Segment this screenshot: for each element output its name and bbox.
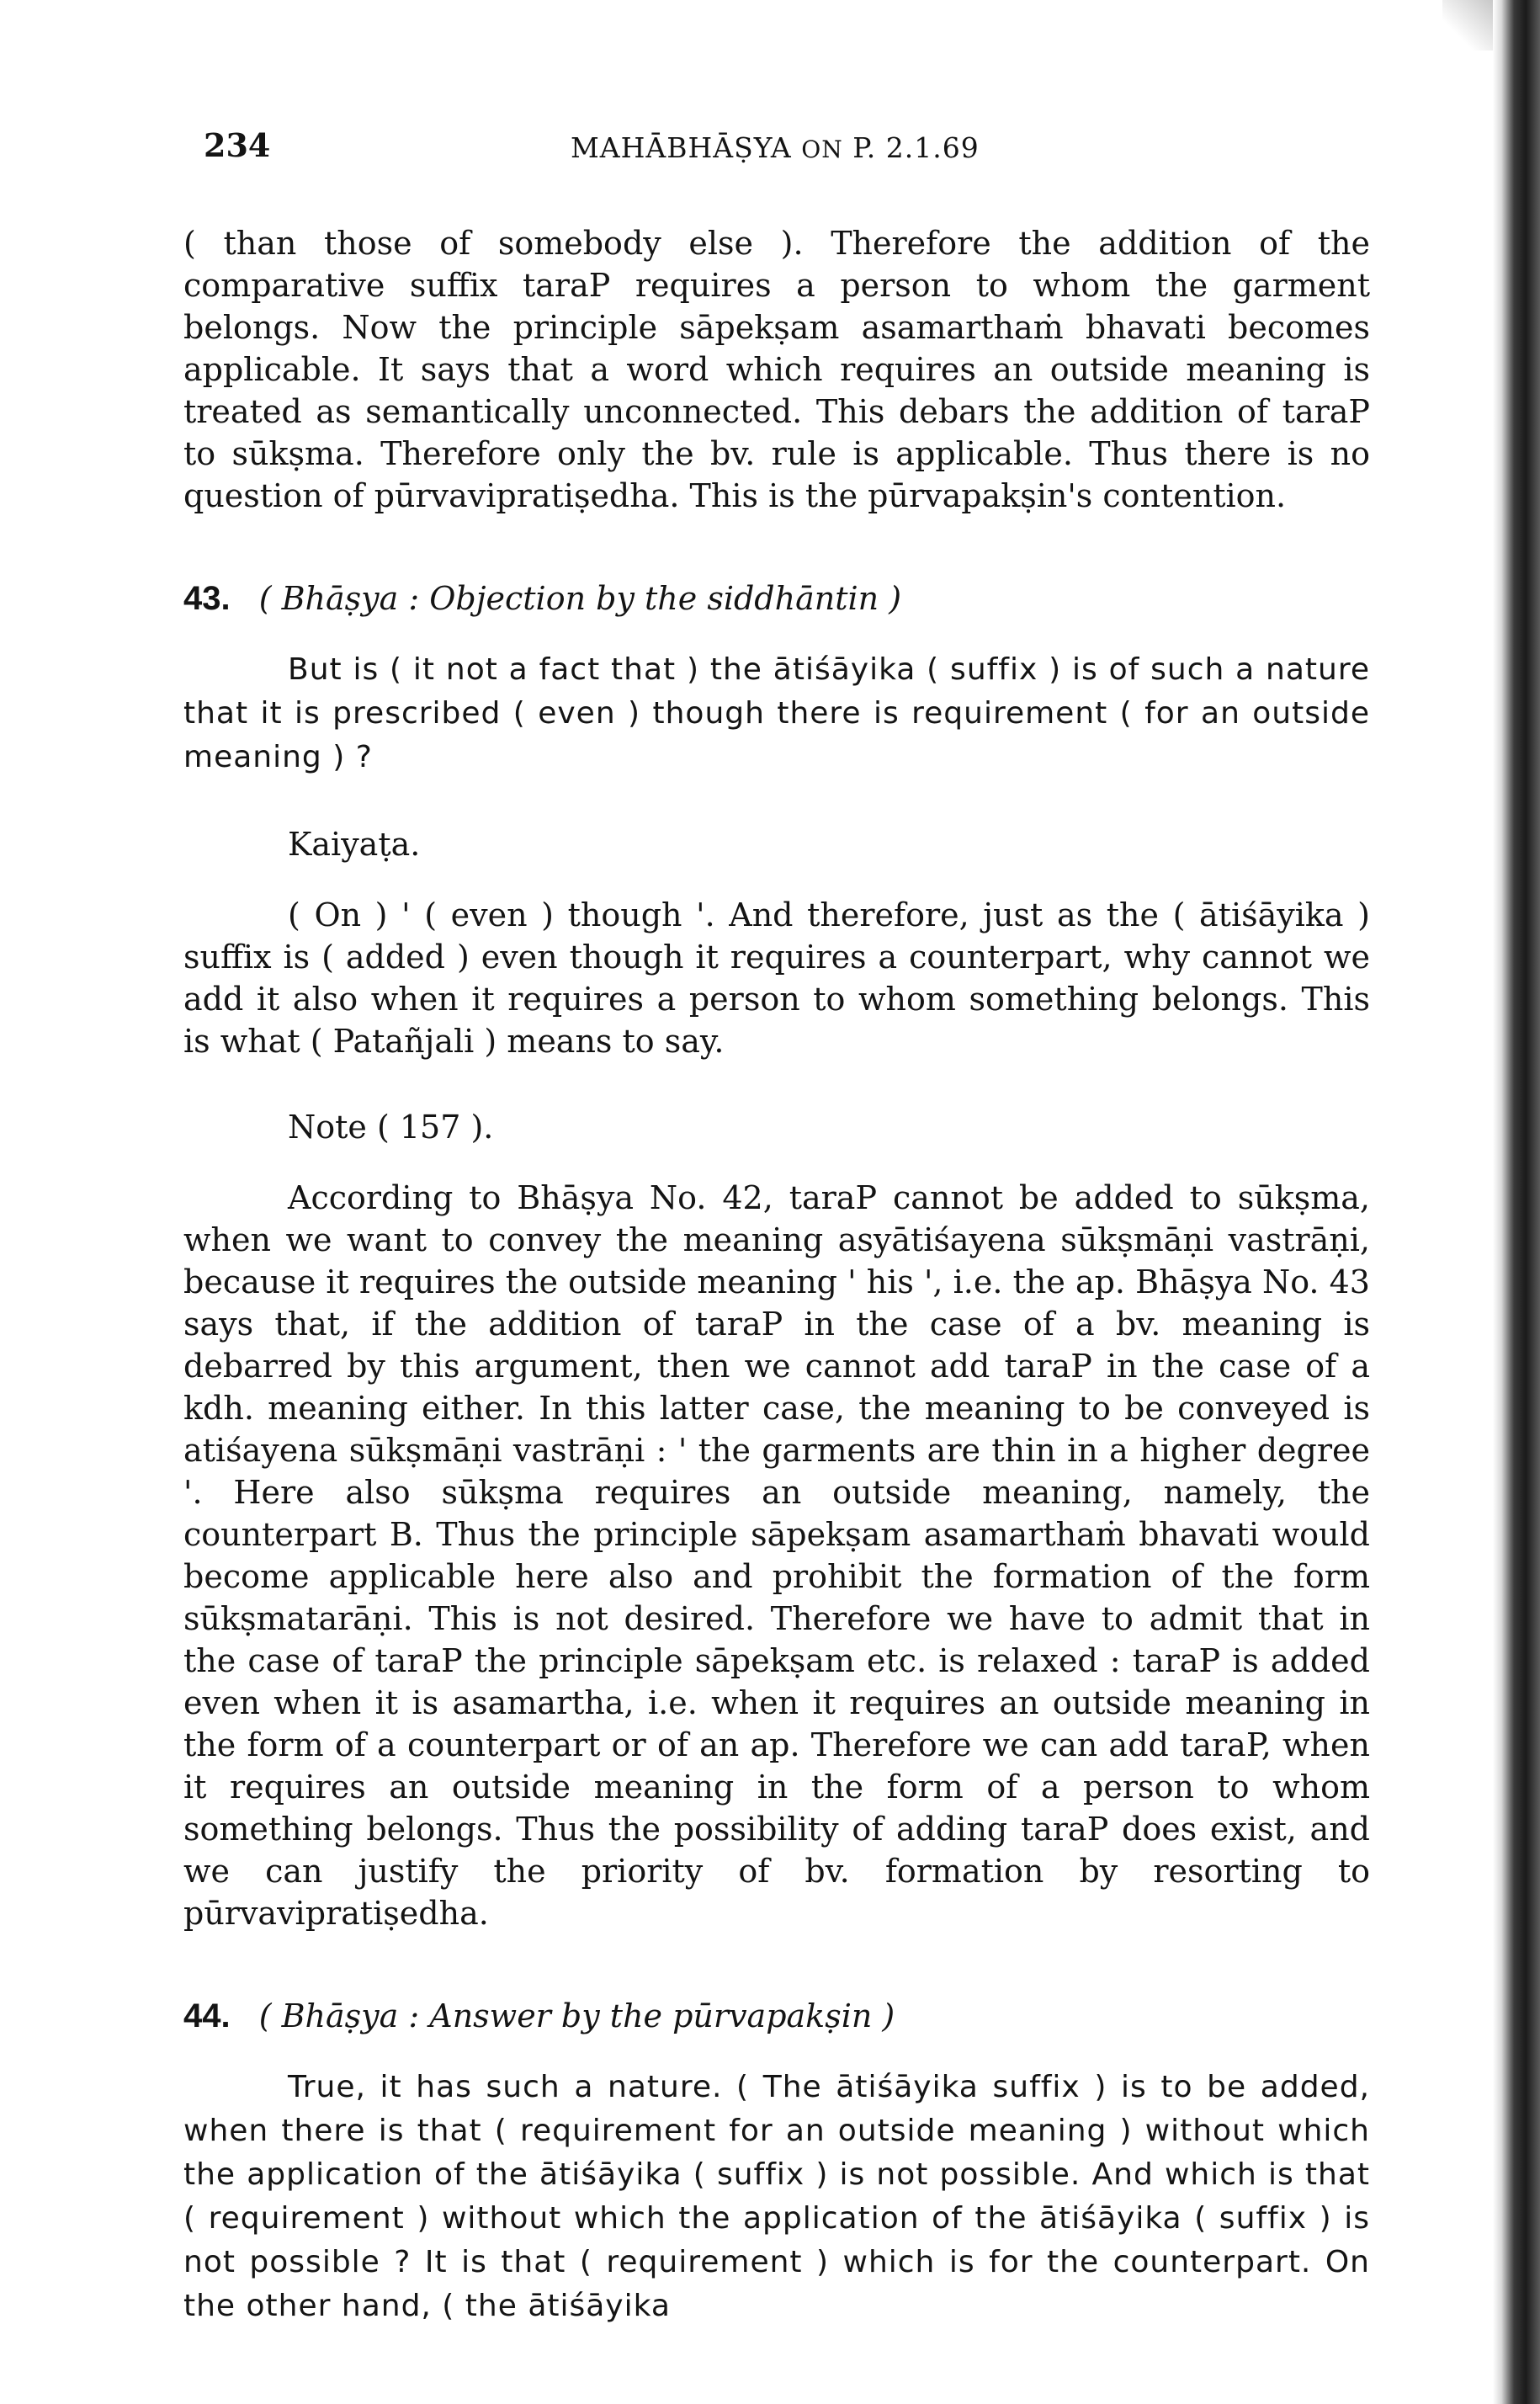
note-text: According to Bhāṣya No. 42, taraP cannot be added to sūkṣma, when we want to convey the meaning asyātiśayena sūkṣmāṇi vastrāṇi, because it requires the outside meaning ' his ', i.e. the ap. Bhāṣya No. 43 says that, if the addition of taraP in the case of a bv. meaning is debarred by this argument, then we cannot add taraP in the case of a kdh. meaning either. In this latter case, the meaning to be conveyed is atiśayena sūkṣmāṇi vastrāṇi : ' the garments are thin in a higher degree '. Here also sūkṣma requires an outside meaning, namely, the counterpart B. Thus the principle sāpekṣam asamarthaṁ bhavati would become applicable here also and prohibit the formation of the form sūkṣmatarāṇi. This is not desired. Therefore we have to admit that in the case of taraP the principle sāpekṣam etc. is relaxed : taraP is added even when it is asamartha, i.e. when it requires an outside meaning in the form of a counterpart or of an ap. Therefore we can add taraP, when it requires an outside meaning in the form of a person to whom something belongs. Thus the possibility of adding taraP does exist, and we can justify the priority of bv. formation by resorting to pūrvavipratiṣedha. [183, 1179, 1370, 1932]
kaiyata-heading: Kaiyaṭa. [288, 826, 421, 863]
section-label: ( Bhāṣya : Answer by the pūrvapakṣin ) [258, 1997, 895, 2034]
section-heading-44 [183, 1995, 1370, 2037]
running-title-work: MAHĀBHĀṢYA [571, 131, 792, 164]
bhasya-text-43: But is ( it not a fact that ) the ātiśāyika ( suffix ) is of such a nature that it is prescribed ( even ) though there is requirement ( for an outside meaning ) ? [183, 652, 1370, 774]
running-title-on: ON [801, 136, 843, 163]
bhasya-text-44: True, it has such a nature. ( The ātiśāyika suffix ) is to be added, when there is that ( requirement for an outside meaning ) without which the application of the ātiśāyika ( suffix ) is not possible. And which is that ( requirement ) without which the application of the ātiśāyika ( suffix ) is not possible ? It is that ( requirement ) which is for the counterpart. On the other hand, ( the ātiśāyika [183, 2070, 1370, 2323]
section-label: ( Bhāṣya : Objection by the siddhāntin ) [258, 580, 902, 617]
note-heading: Note ( 157 ). [288, 1109, 494, 1146]
running-title [571, 131, 980, 164]
section-heading-43 [183, 577, 1370, 620]
page-number: 234 [204, 126, 271, 164]
page-binding-edge [1493, 0, 1540, 2404]
page-corner-shadow [1442, 0, 1493, 51]
section-number: 43. [183, 580, 231, 617]
page-content [183, 126, 1370, 2328]
running-head [183, 126, 1370, 185]
running-title-rule: P. 2.1.69 [852, 131, 980, 164]
section-number: 44. [183, 1997, 231, 2034]
paragraph-continuation: ( than those of somebody else ). Therefore the addition of the comparative suffix taraP requires a person to whom the garment belongs. Now the principle sāpekṣam asamarthaṁ bhavati becomes applicable. It says that a word which requires an outside meaning is treated as semantically unconnected. This debars the addition of taraP to sūkṣma. Therefore only the bv. rule is applicable. Thus there is no question of pūrvavipratiṣedha. This is the pūrvapakṣin's contention. [183, 225, 1370, 514]
kaiyata-text: ( On ) ' ( even ) though '. And therefore, just as the ( ātiśāyika ) suffix is ( added ) even though it requires a counterpart, why cannot we add it also when it requires a person to whom something belongs. This is what ( Patañjali ) means to say. [183, 896, 1370, 1060]
